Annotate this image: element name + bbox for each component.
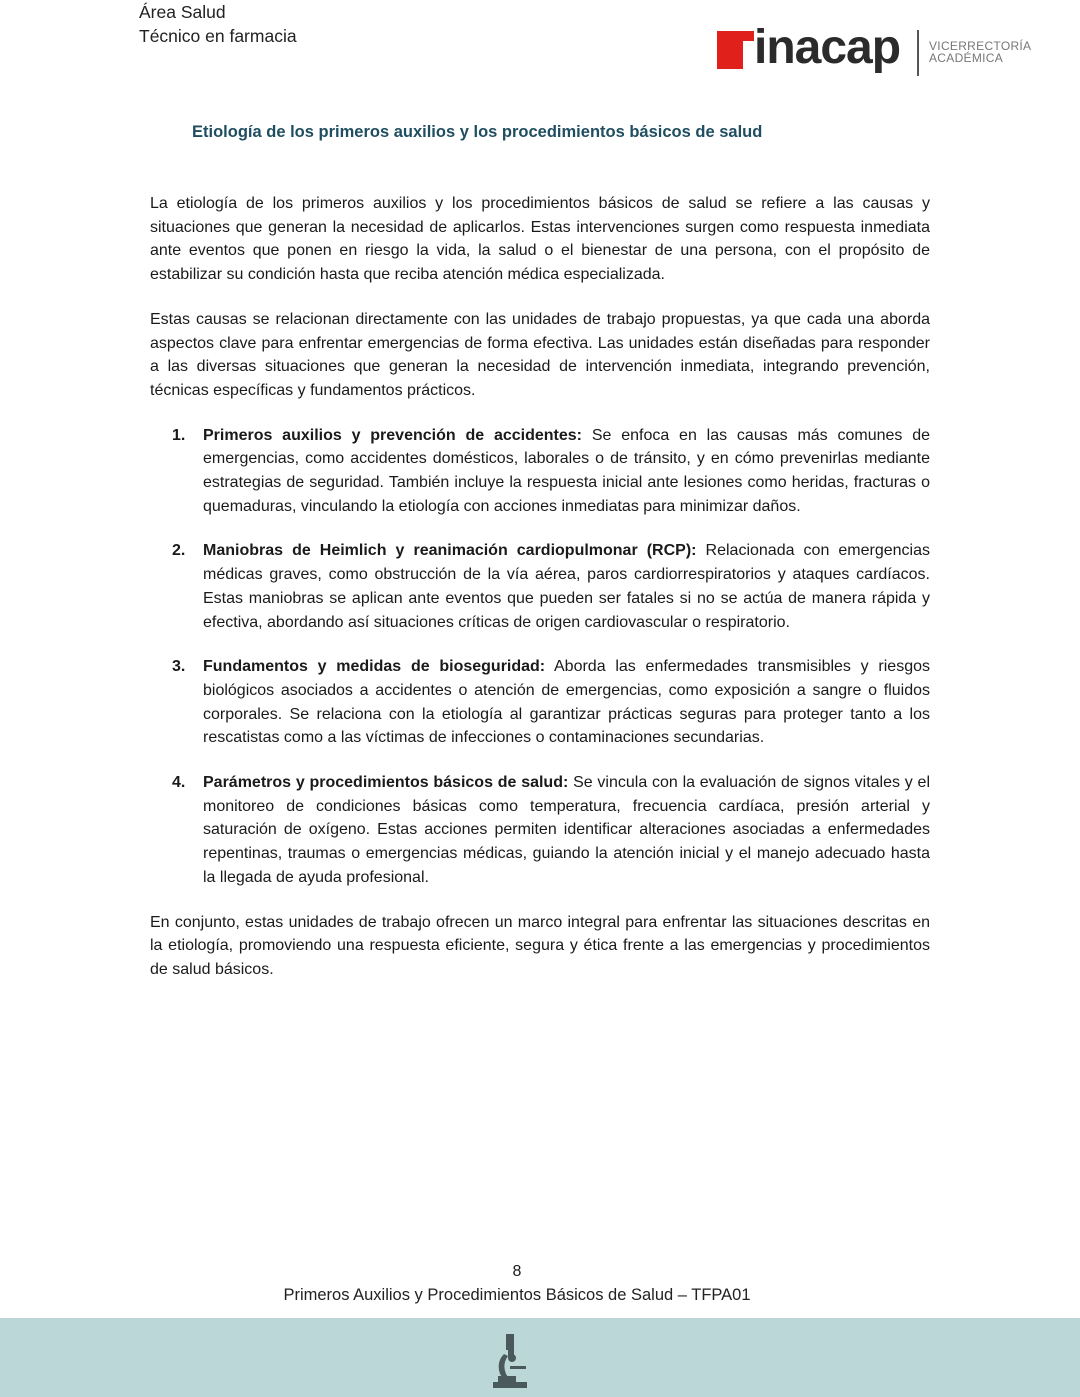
- paragraph: Estas causas se relacionan directamente con las unidades de trabajo propuestas, ya que cada una aborda aspectos clave para enfrentar emergencias de forma efectiva. Las unidades están diseñadas para responder a las diversas situaciones que generan la necesidad de intervención inmediata, integrando prevención, técnicas específicas y fundamentos prácticos.: [150, 310, 930, 399]
- list-number: 3.: [172, 658, 186, 676]
- logo-mark-icon: [717, 31, 754, 69]
- conclusion-paragraph: En conjunto, estas unidades de trabajo ofrecen un marco integral para enfrentar las situaciones descritas en la etiología, promoviendo una respuesta eficiente, segura y ética frente a las emergencias y procedimientos de salud básicos.: [150, 913, 930, 978]
- list-heading: Primeros auxilios y prevención de accidentes:: [203, 426, 582, 444]
- list-heading: Parámetros y procedimientos básicos de salud:: [203, 774, 569, 792]
- list-number: 4.: [172, 774, 186, 792]
- logo-subtitle-line2: ACADÉMICA: [929, 51, 1004, 65]
- logo-wordmark: inacap: [754, 21, 901, 74]
- list-item: [150, 539, 930, 634]
- list-number: 1.: [172, 426, 186, 444]
- paragraph: La etiología de los primeros auxilios y los procedimientos básicos de salud se refiere a las causas y situaciones que generan la necesidad de aplicarlos. Estas intervenciones surgen como respuesta inmediata ante eventos que ponen en riesgo la vida, la salud o el bienestar de una persona, con el propósito de estabilizar su condición hasta que reciba atención médica especializada.: [150, 195, 930, 284]
- list-number: 2.: [172, 542, 186, 560]
- list-heading: Maniobras de Heimlich y reanimación cardiopulmonar (RCP):: [203, 542, 697, 560]
- list-text: Se enfoca en las causas más comunes de emergencias, como accidentes domésticos, laborales o de tránsito, y en cómo prevenirlas mediante estrategias de seguridad. También incluye la respuesta inicial ante lesiones como heridas, fracturas o quemaduras, vinculando la etiología con acciones inmediatas para minimizar daños.: [203, 426, 931, 515]
- page-header: [139, 1, 297, 48]
- header-area: Área Salud: [139, 2, 226, 22]
- logo-subtitle-line1: VICERRECTORÍA: [929, 39, 1032, 53]
- footer-course: Primeros Auxilios y Procedimientos Básicos de Salud – TFPA01: [283, 1286, 751, 1304]
- list-item: [150, 424, 930, 519]
- footer-band: [0, 1318, 1080, 1397]
- document-body: [150, 192, 930, 1003]
- logo-subtitle: [929, 40, 1031, 64]
- list-item: [150, 655, 930, 750]
- units-list: [150, 424, 930, 890]
- list-text: Relacionada con emergencias médicas graves, como obstrucción de la vía aérea, paros cardiorrespiratorios y ataques cardíacos. Estas maniobras se aplican ante eventos que pueden ser fatales si no se actúa de manera rápida y efectiva, abordando así situaciones críticas de origen cardiovascular o respiratorio.: [203, 542, 931, 631]
- list-item: [150, 771, 930, 890]
- section-title: Etiología de los primeros auxilios y los procedimientos básicos de salud: [192, 123, 763, 141]
- microscope-icon: [490, 1332, 530, 1390]
- inacap-logo: [716, 21, 1032, 80]
- header-program: Técnico en farmacia: [139, 25, 297, 46]
- list-text: Aborda las enfermedades transmisibles y riesgos biológicos asociados a accidentes o atención de emergencias, como exposición a sangre o fluidos corporales. Se relaciona con la etiología al garantizar prácticas seguras para proteger tanto a los rescatistas como a las víctimas de infecciones o contaminaciones secundarias.: [203, 658, 931, 747]
- page-number: 8: [512, 1263, 522, 1280]
- logo-divider: [917, 30, 919, 76]
- list-heading: Fundamentos y medidas de bioseguridad:: [203, 658, 546, 676]
- list-text: Se vincula con la evaluación de signos vitales y el monitoreo de condiciones básicas como temperatura, frecuencia cardíaca, presión arterial y saturación de oxígeno. Estas acciones permiten identificar alteraciones asociadas a enfermedades repentinas, traumas o emergencias médicas, guiando la atención inicial y el manejo adecuado hasta la llegada de ayuda profesional.: [203, 774, 930, 886]
